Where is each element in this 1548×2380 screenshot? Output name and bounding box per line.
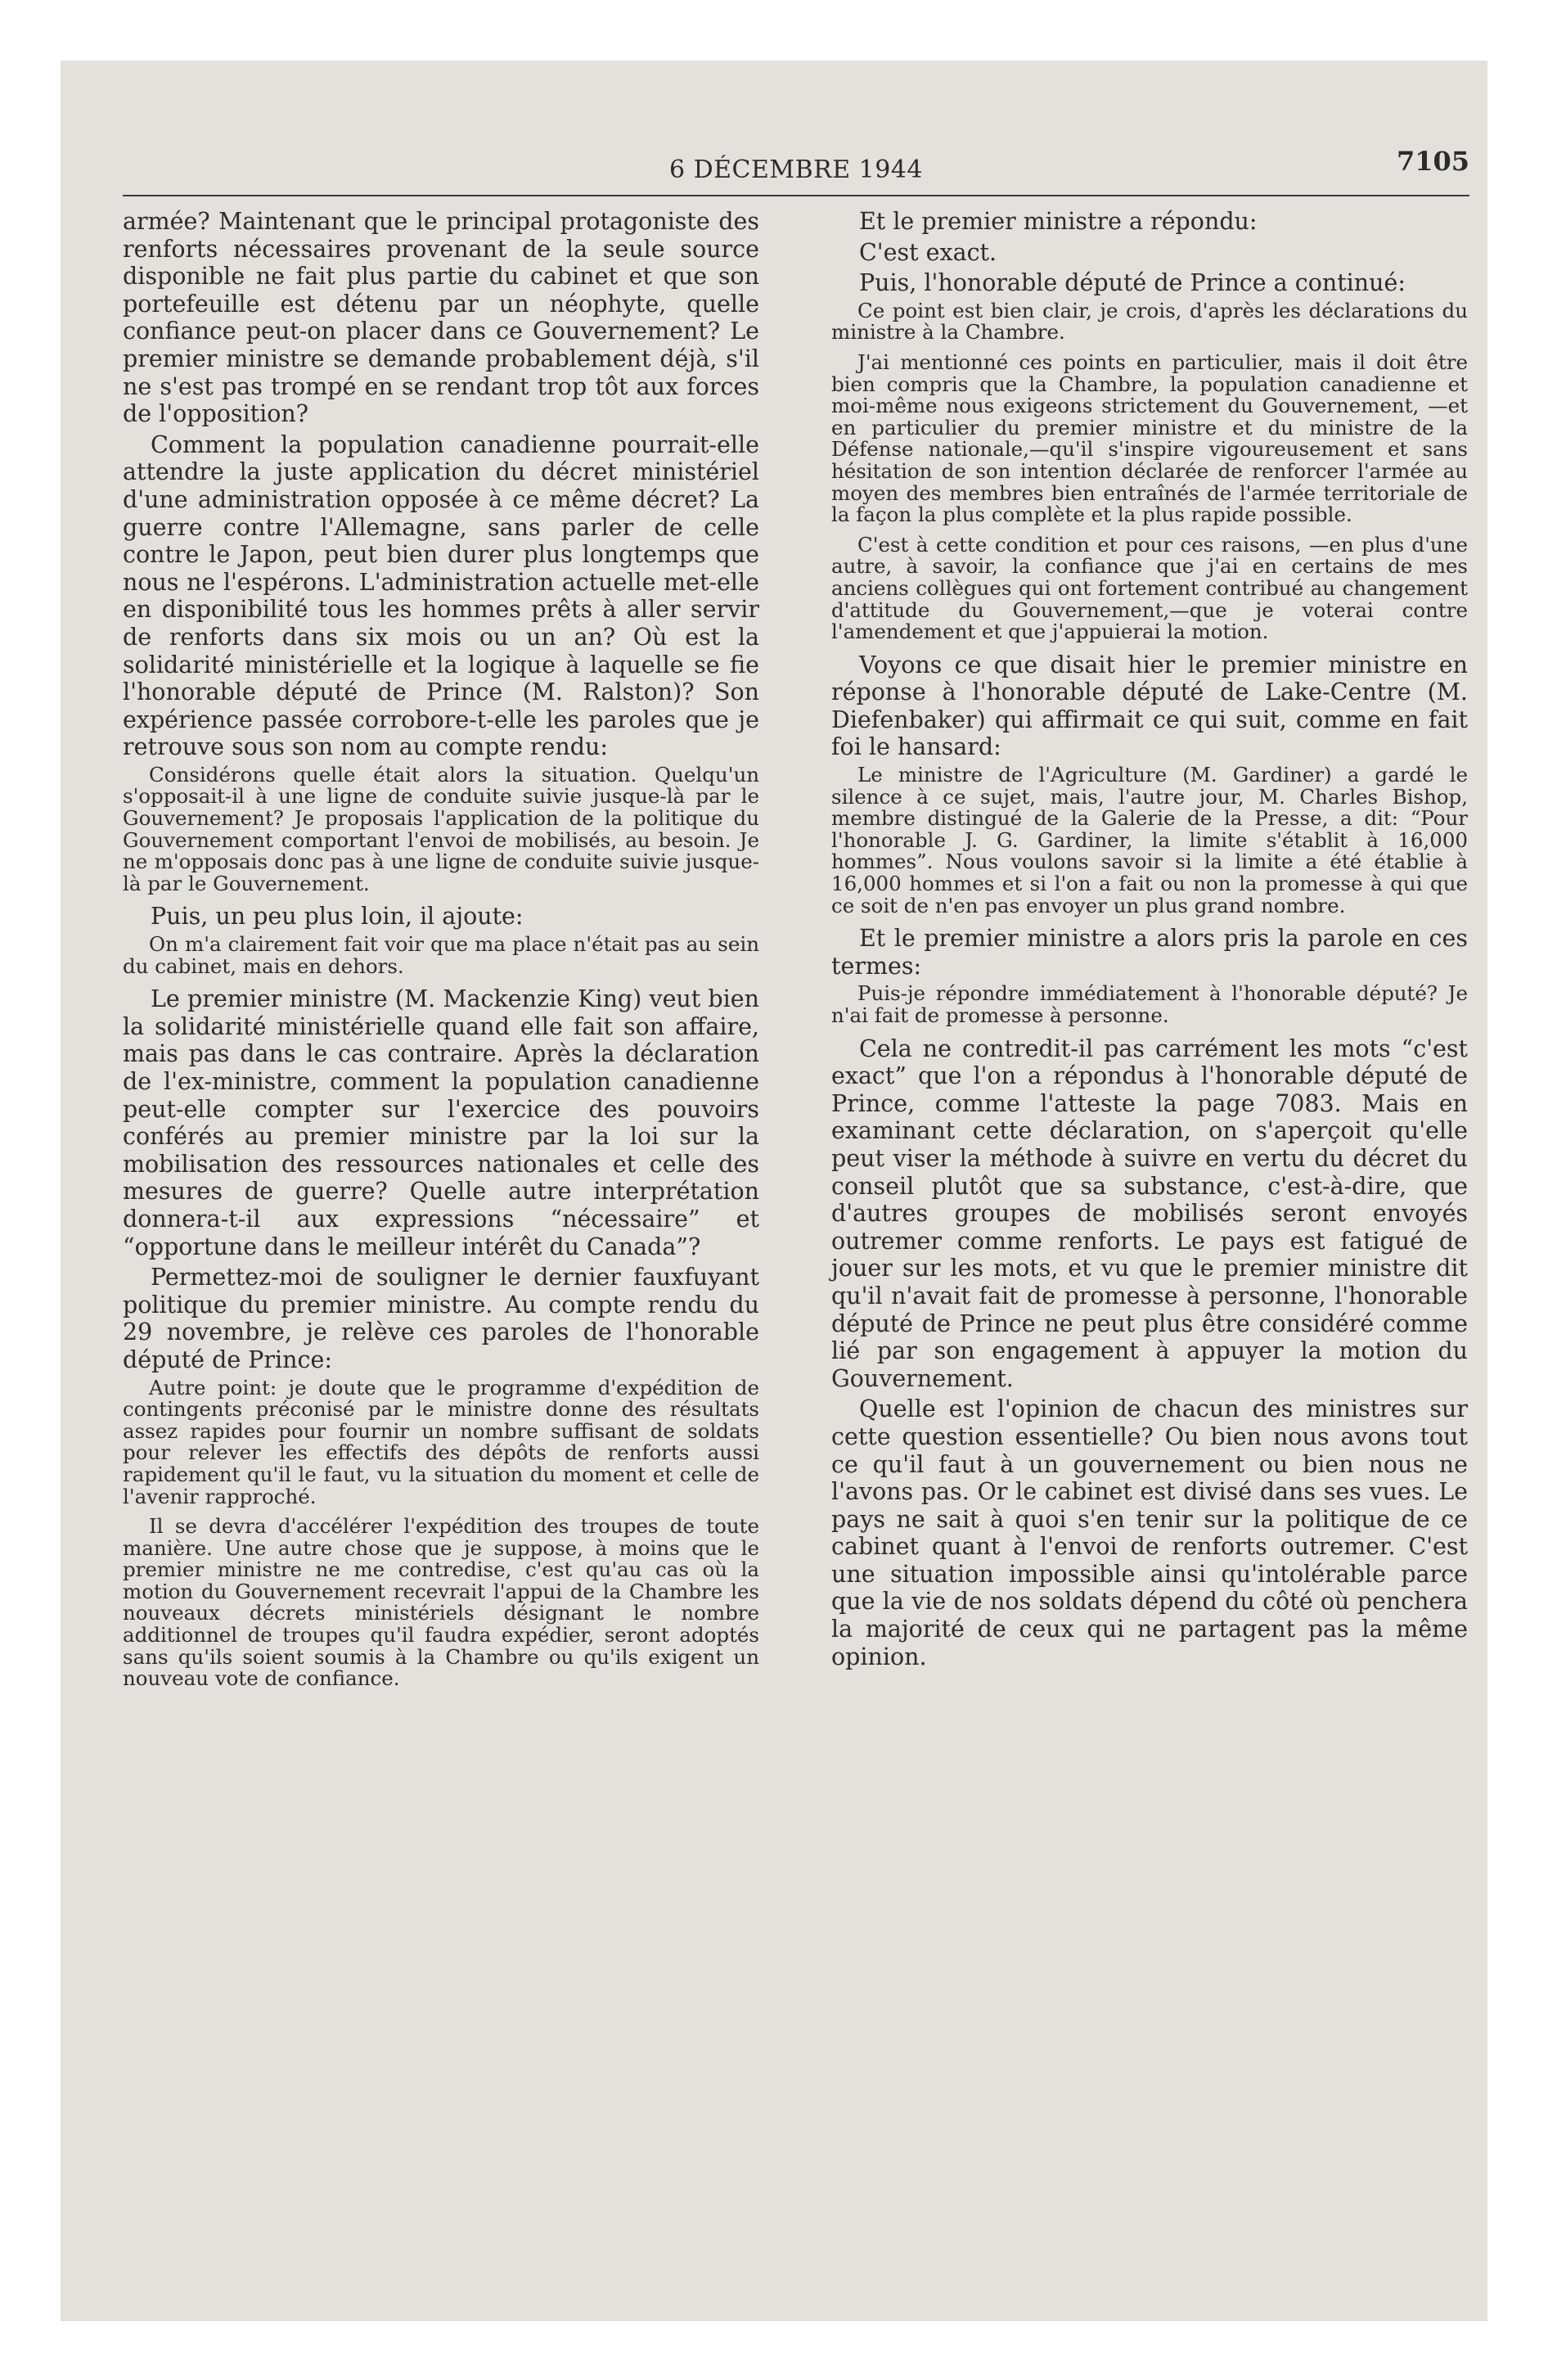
quoted-paragraph: On m'a clairement fait voir que ma place n'était pas au sein du cabinet, mais en dehors.	[123, 932, 759, 978]
paragraph: Permettez-moi de souligner le dernier fauxfuyant politique du premier ministre. Au compte rendu du 29 novembre, je relève ces paroles de l'honorable député de Prince:	[123, 1264, 759, 1373]
paragraph: Cela ne contredit-il pas carrément les mots “c'est exact” que l'on a répondus à l'honorable député de Prince, comme l'atteste la page 7083. Mais en examinant cette déclaration, on s'aperçoit qu'elle peut viser la méthode à suivre en vertu du décret du conseil plutôt que sa substance, c'est-à-dire, que d'autres groupes de mobilisés seront envoyés outremer comme renforts. Le pays est fatigué de jouer sur les mots, et vu que le premier ministre dit qu'il n'avait fait de promesse à personne, l'honorable député de Prince ne peut plus être considéré comme lié par son engagement à appuyer la motion du Gouvernement.	[831, 1034, 1468, 1392]
page-date: 6 DÉCEMBRE 1944	[668, 156, 924, 184]
paragraph: Et le premier ministre a répondu:	[859, 208, 1258, 235]
quoted-paragraph: J'ai mentionné ces points en particulier, mais il doit être bien compris que la Chambre, la population canadienne et moi-même nous exigeons strictement du Gouvernement, —et en particulier du premier ministre et du ministre de la Défense nationale,—qu'il s'inspire vigoureusement et sans hésitation de son intention déclarée de renforcer l'armée au moyen des membres bien entraînés de l'armée territoriale de la façon la plus complète et la plus rapide possible.	[831, 349, 1468, 527]
quoted-paragraph: Puis-je répondre immédiatement à l'honorable député? Je n'ai fait de promesse à personne.	[831, 981, 1468, 1027]
paragraph: Et le premier ministre a alors pris la parole en ces termes:	[831, 925, 1468, 980]
paragraph: Le premier ministre (M. Mackenzie King) veut bien la solidarité ministérielle quand elle fait son affaire, mais pas dans le cas contraire. Après la déclaration de l'ex-ministre, comment la population canadienne peut-elle compter sur l'exercice des pouvoirs conférés au premier ministre par la loi sur la mobilisation des ressources nationales et celle des mesures de guerre? Quelle autre interprétation donnera-t-il aux expressions “nécessaire” et “opportune dans le meilleur intérêt du Canada”?	[123, 985, 759, 1260]
right-column	[831, 208, 1468, 1674]
quoted-paragraph: Il se devra d'accélérer l'expédition des troupes de toute manière. Une autre chose que je suppose, à moins que le premier ministre ne me contredise, c'est qu'au cas où la motion du Gouvernement recevrait l'appui de la Chambre les nouveaux décrets ministériels désignant le nombre additionnel de troupes qu'il faudra expédier, seront adoptés sans qu'ils soient soumis à la Chambre ou qu'ils exigent un nouveau vote de confiance.	[123, 1514, 759, 1691]
paragraph: Voyons ce que disait hier le premier ministre en réponse à l'honorable député de Lake-Centre (M. Diefenbaker) qui affirmait ce qui suit, comme en fait foi le hansard:	[831, 651, 1468, 761]
paragraph: C'est exact.	[859, 238, 997, 266]
paragraph: Puis, l'honorable député de Prince a continué:	[859, 269, 1406, 297]
page-number: 7105	[1396, 146, 1469, 177]
paragraph: Comment la population canadienne pourrait-elle attendre la juste application du décret ministériel d'une administration opposée à ce même décret? La guerre contre l'Allemagne, sans parler de celle contre le Japon, peut bien durer plus longtemps que nous ne l'espérons. L'administration actuelle met-elle en disponibilité tous les hommes prêts à aller servir de renforts dans six mois ou un an? Où est la solidarité ministérielle et la logique à laquelle se fie l'honorable député de Prince (M. Ralston)? Son expérience passée corrobore-t-elle les paroles que je retrouve sous son nom au compte rendu:	[123, 430, 759, 761]
hansard-page	[123, 123, 1469, 1691]
paragraph: Puis, un peu plus loin, il ajoute:	[151, 903, 524, 931]
paragraph: armée? Maintenant que le principal protagoniste des renforts nécessaires provenant de la seule source disponible ne fait plus partie du cabinet et que son portefeuille est détenu par un néophyte, quelle confiance peut-on placer dans ce Gouvernement? Le premier ministre se demande probablement déjà, s'il ne s'est pas trompé en se rendant trop tôt aux forces de l'opposition?	[123, 208, 759, 428]
quoted-paragraph: Considérons quelle était alors la situation. Quelqu'un s'opposait-il à une ligne de conduite suivie jusque-là par le Gouvernement? Je proposais l'application de la politique du Gouvernement comportant l'envoi de mobilisés, au besoin. Je ne m'opposais donc pas à une ligne de conduite suivie jusque-là par le Gouvernement.	[123, 762, 759, 895]
left-column	[123, 208, 759, 1698]
quoted-paragraph: Le ministre de l'Agriculture (M. Gardiner) a gardé le silence à ce sujet, mais, l'autre jour, M. Charles Bishop, membre distingué de la Galerie de la Presse, a dit: “Pour l'honorable J. G. Gardiner, la limite s'établit à 16,000 hommes”. Nous voulons savoir si la limite a été établie à 16,000 hommes et si l'on a fait ou non la promesse à qui que ce soit de n'en pas envoyer un plus grand nombre.	[831, 763, 1468, 917]
quoted-paragraph: Autre point: je doute que le programme d'expédition de contingents préconisé par le ministre donne des résultats assez rapides pour fournir un nombre suffisant de soldats pour relever les effectifs des dépôts de renforts aussi rapidement qu'il le faut, vu la situation du moment et celle de l'avenir rapproché.	[123, 1375, 759, 1508]
quoted-paragraph: C'est à cette condition et pour ces raisons, —en plus d'une autre, à savoir, la confiance que j'ai en certains de mes anciens collègues qui ont fortement contribué au changement d'attitude du Gouvernement,—que je voterai contre l'amendement et que j'appuierai la motion.	[831, 532, 1468, 644]
scanned-page	[61, 61, 1487, 2321]
header-rule	[123, 195, 1469, 196]
page-header	[123, 123, 1469, 195]
quoted-paragraph: Ce point est bien clair, je crois, d'après les déclarations du ministre à la Chambre.	[831, 298, 1468, 345]
paragraph: Quelle est l'opinion de chacun des ministres sur cette question essentielle? Ou bien nous avons tout ce qu'il faut à un gouvernement ou bien nous ne l'avons pas. Or le cabinet est divisé dans ses vues. Le pays ne sait à quoi s'en tenir sur la politique de ce cabinet quant à l'envoi de renforts outremer. C'est une situation impossible ainsi qu'intolérable parce que la vie de nos soldats dépend du côté où penchera la majorité de ceux qui ne partagent pas la même opinion.	[831, 1395, 1468, 1670]
